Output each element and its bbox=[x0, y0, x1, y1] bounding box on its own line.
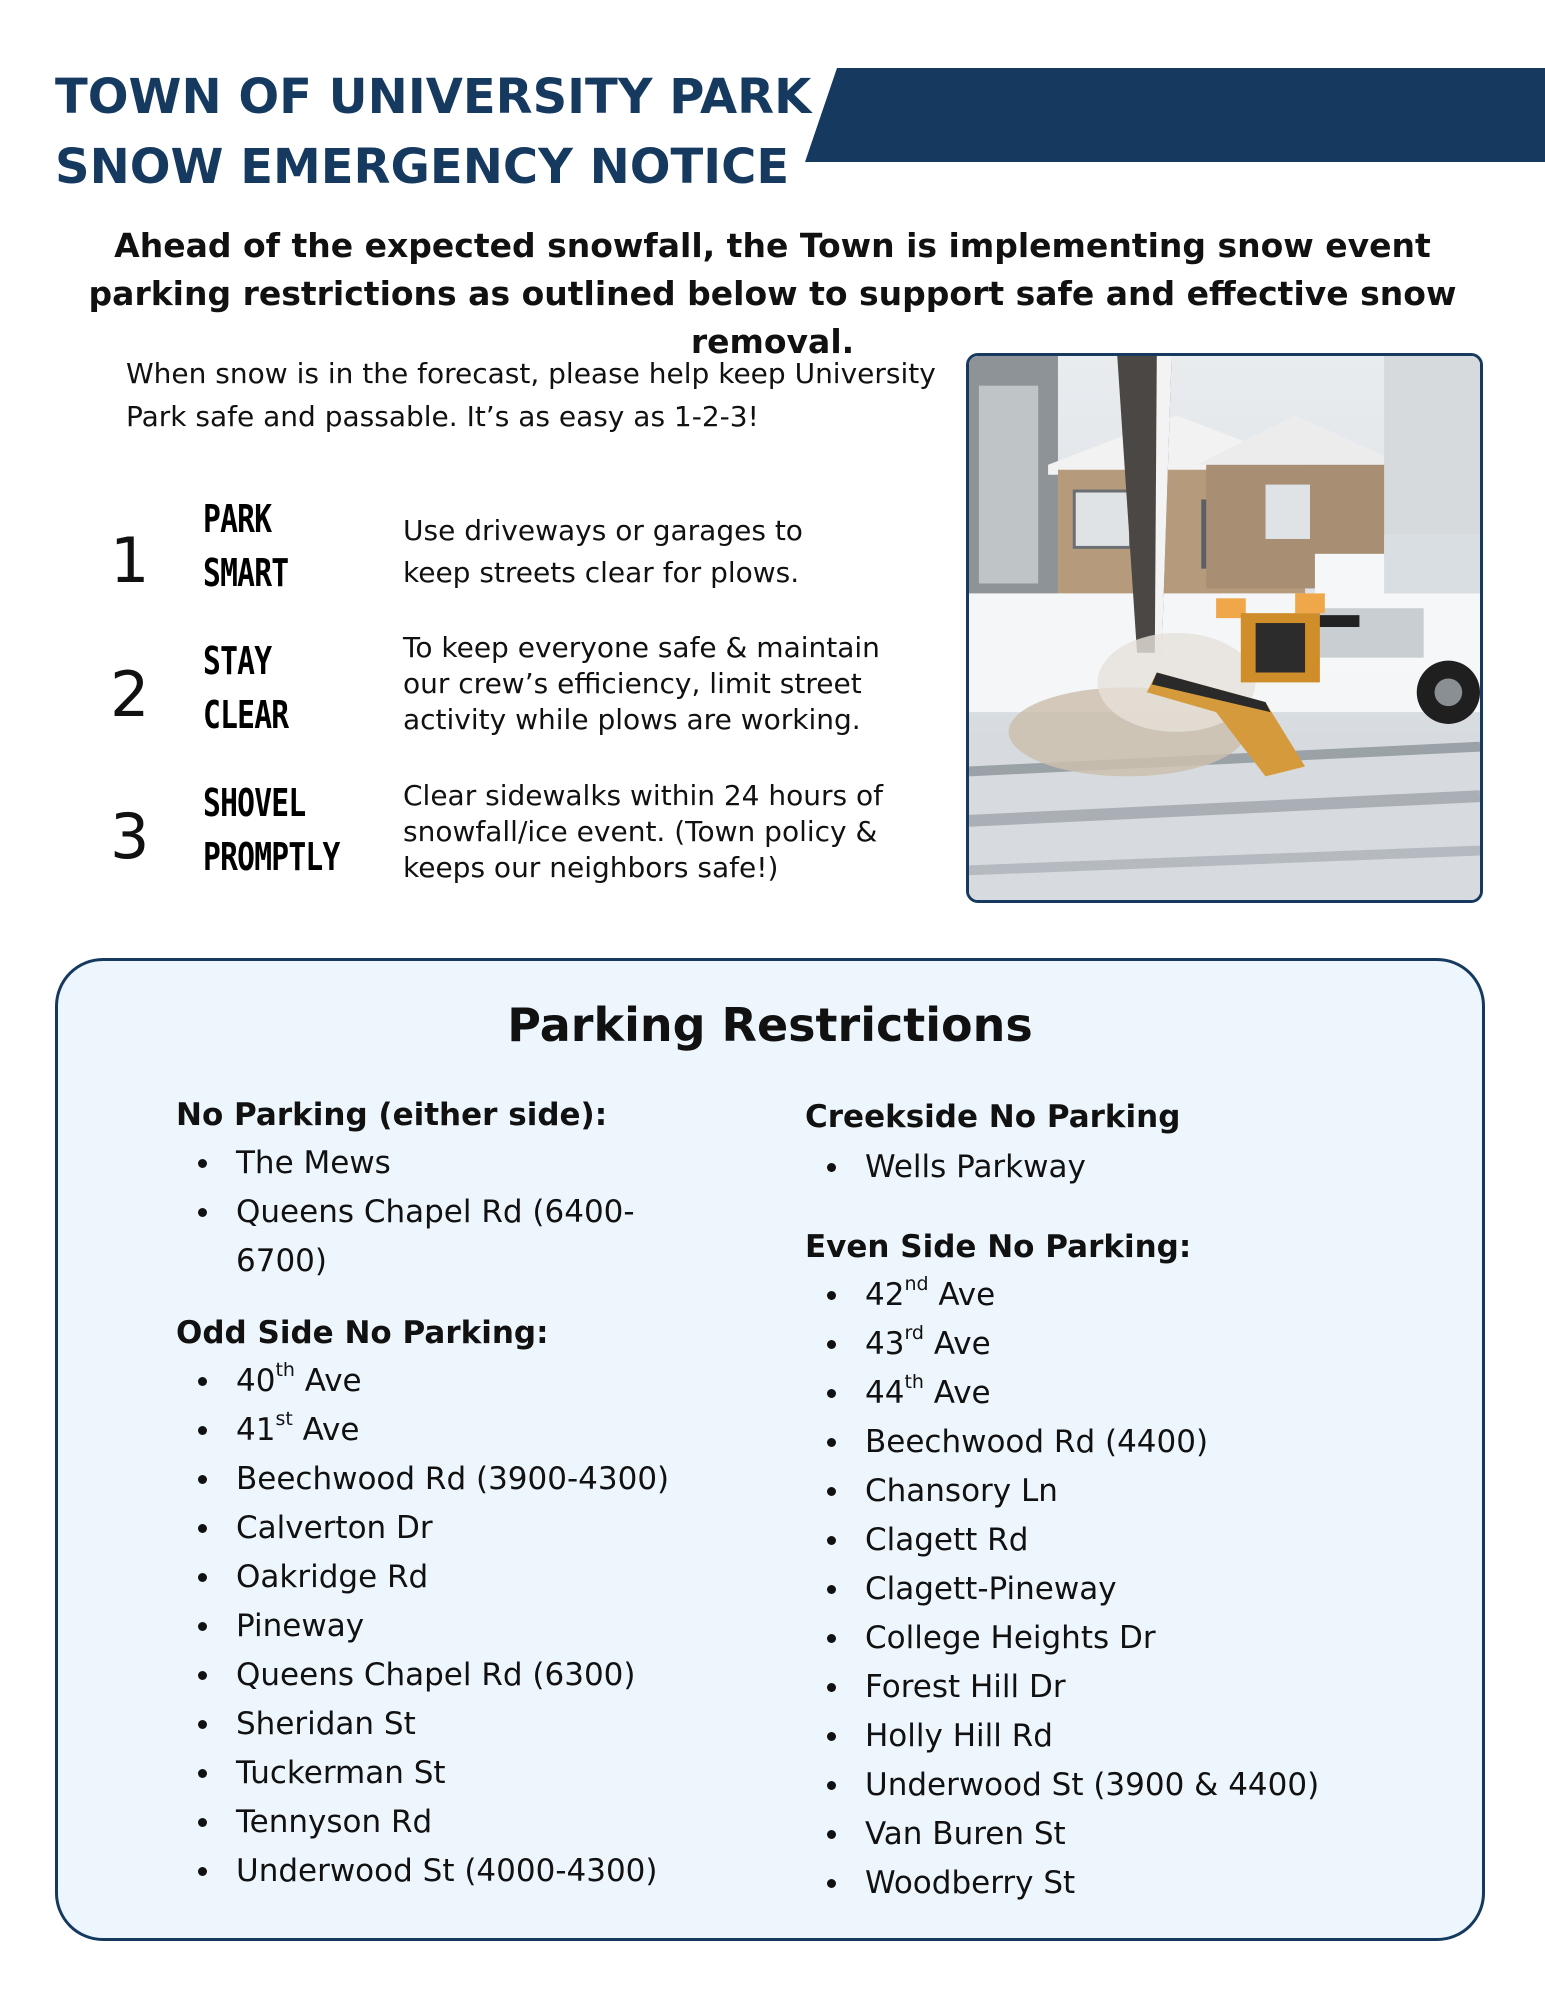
list-item bbox=[176, 1749, 669, 1798]
odd-side-heading: Odd Side No Parking: bbox=[176, 1315, 549, 1351]
street-name: Forest Hill Dr bbox=[865, 1669, 1066, 1705]
street-name: Clagett-Pineway bbox=[865, 1571, 1117, 1607]
street-name: 41 bbox=[236, 1412, 276, 1448]
street-name: 43 bbox=[865, 1326, 905, 1362]
step-2-title-line-2: CLEAR bbox=[203, 693, 289, 737]
parking-restrictions-title: Parking Restrictions bbox=[507, 998, 1033, 1052]
list-item bbox=[805, 1516, 1319, 1565]
ordinal-suffix: st bbox=[275, 1407, 293, 1430]
list-item: Wells Parkway bbox=[805, 1143, 1086, 1192]
list-item: Queens Chapel Rd (6400-6700) bbox=[176, 1188, 676, 1286]
list-item bbox=[805, 1320, 1319, 1369]
list-item bbox=[805, 1565, 1319, 1614]
list-item bbox=[176, 1602, 669, 1651]
street-name: Underwood St (4000-4300) bbox=[236, 1853, 658, 1889]
creekside-list bbox=[805, 1143, 1086, 1192]
list-item bbox=[805, 1614, 1319, 1663]
street-name: Oakridge Rd bbox=[236, 1559, 429, 1595]
ordinal-suffix: nd bbox=[904, 1272, 929, 1295]
list-item bbox=[176, 1651, 669, 1700]
street-name: Van Buren St bbox=[865, 1816, 1066, 1852]
street-name: Tennyson Rd bbox=[236, 1804, 433, 1840]
street-name: Chansory Ln bbox=[865, 1473, 1058, 1509]
step-1-title-line-2: SMART bbox=[203, 551, 289, 595]
street-suffix: Ave bbox=[294, 1363, 362, 1399]
list-item bbox=[805, 1369, 1319, 1418]
header-banner bbox=[805, 68, 1545, 162]
street-name: Clagett Rd bbox=[865, 1522, 1029, 1558]
snow-plow-illustration bbox=[969, 356, 1480, 900]
street-suffix: Ave bbox=[928, 1277, 996, 1313]
street-name: Queens Chapel Rd (6300) bbox=[236, 1657, 636, 1693]
list-item bbox=[805, 1271, 1319, 1320]
no-parking-either-side-list bbox=[176, 1139, 676, 1286]
list-item bbox=[805, 1467, 1319, 1516]
ordinal-suffix: th bbox=[904, 1370, 924, 1393]
list-item bbox=[176, 1700, 669, 1749]
street-name: Tuckerman St bbox=[236, 1755, 446, 1791]
street-suffix: Ave bbox=[923, 1375, 991, 1411]
parking-restrictions-panel bbox=[55, 958, 1485, 1941]
title-line-1: TOWN OF UNIVERSITY PARK bbox=[55, 69, 812, 125]
step-2-title bbox=[203, 634, 343, 742]
even-side-list bbox=[805, 1271, 1319, 1908]
street-suffix: Ave bbox=[292, 1412, 360, 1448]
list-item bbox=[176, 1357, 669, 1406]
list-item bbox=[176, 1553, 669, 1602]
no-parking-either-side-heading: No Parking (either side): bbox=[176, 1097, 608, 1133]
list-item bbox=[805, 1859, 1319, 1908]
step-3-description: Clear sidewalks within 24 hours of snowfall/ice event. (Town policy & keeps our neighbors safe!) bbox=[403, 779, 884, 884]
list-item bbox=[805, 1663, 1319, 1712]
list-item bbox=[805, 1810, 1319, 1859]
street-name: Calverton Dr bbox=[236, 1510, 433, 1546]
list-item bbox=[176, 1847, 669, 1896]
step-1-title bbox=[203, 492, 343, 600]
street-name: Holly Hill Rd bbox=[865, 1718, 1053, 1754]
step-3-title-line-2: PROMPTLY bbox=[203, 835, 340, 879]
odd-side-list bbox=[176, 1357, 669, 1896]
step-3-title-line-1: SHOVEL bbox=[203, 781, 306, 825]
street-name: Sheridan St bbox=[236, 1706, 416, 1742]
step-2-number: 2 bbox=[110, 658, 150, 731]
list-item bbox=[176, 1798, 669, 1847]
page-title bbox=[55, 62, 811, 202]
street-name: Beechwood Rd (4400) bbox=[865, 1424, 1209, 1460]
street-name: Woodberry St bbox=[865, 1865, 1076, 1901]
street-name: 40 bbox=[236, 1363, 276, 1399]
step-1-number: 1 bbox=[110, 524, 150, 597]
list-item bbox=[176, 1504, 669, 1553]
lead-paragraph: Ahead of the expected snowfall, the Town is implementing snow event parking restrictions as outlined below to support safe and effective snow removal. bbox=[88, 226, 1457, 361]
creekside-heading: Creekside No Parking bbox=[805, 1099, 1181, 1135]
street-name: Beechwood Rd (3900-4300) bbox=[236, 1461, 670, 1497]
list-item bbox=[176, 1406, 669, 1455]
list-item bbox=[805, 1761, 1319, 1810]
title-line-2: SNOW EMERGENCY NOTICE bbox=[55, 139, 790, 195]
ordinal-suffix: th bbox=[275, 1358, 295, 1381]
even-side-heading: Even Side No Parking: bbox=[805, 1229, 1192, 1265]
list-item: The Mews bbox=[176, 1139, 676, 1188]
street-name: 42 bbox=[865, 1277, 905, 1313]
street-name: College Heights Dr bbox=[865, 1620, 1156, 1656]
step-3-title bbox=[203, 776, 343, 884]
ordinal-suffix: rd bbox=[904, 1321, 924, 1344]
snow-plow-photo bbox=[966, 353, 1483, 903]
step-3-number: 3 bbox=[110, 800, 150, 873]
list-item bbox=[176, 1455, 669, 1504]
street-name: 44 bbox=[865, 1375, 905, 1411]
street-name: Underwood St (3900 & 4400) bbox=[865, 1767, 1320, 1803]
intro-paragraph: When snow is in the forecast, please help keep University Park safe and passable. It’s as easy as 1-2-3! bbox=[126, 357, 936, 433]
step-1-description: Use driveways or garages to keep streets clear for plows. bbox=[403, 514, 803, 589]
step-2-title-line-1: STAY bbox=[203, 639, 272, 683]
list-item bbox=[805, 1712, 1319, 1761]
street-name: Pineway bbox=[236, 1608, 365, 1644]
step-1-title-line-1: PARK bbox=[203, 497, 272, 541]
step-2-description: To keep everyone safe & maintain our crew’s efficiency, limit street activity while plows are working. bbox=[403, 631, 880, 736]
street-suffix: Ave bbox=[924, 1326, 991, 1362]
list-item bbox=[805, 1418, 1319, 1467]
